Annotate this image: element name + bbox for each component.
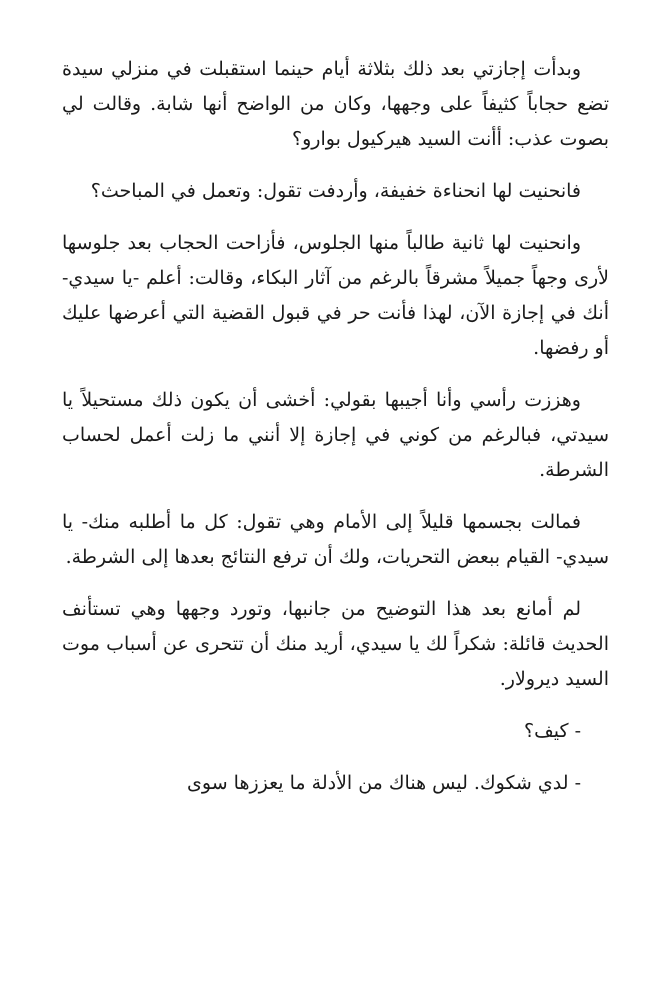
dialogue-line-2: - لدي شكوك. ليس هناك من الأدلة ما يعززها سوى	[187, 772, 581, 794]
paragraph-5: فمالت بجسمها قليلاً إلى الأمام وهي تقول: كل ما أطلبه منك- يا سيدي- القيام ببعض التحريات، ولك أن ترفع النتائج بعدها إلى الشرطة.	[62, 511, 609, 568]
dialogue-line-1: - كيف؟	[524, 720, 581, 742]
paragraph-3: وانحنيت لها ثانية طالباً منها الجلوس، فأزاحت الحجاب بعد جلوسها لأرى وجهاً جميلاً مشرقاً بالرغم من آثار البكاء، وقالت: أعلم -يا سيدي- أنك في إجازة الآن، لهذا فأنت حر في قبول القضية التي أعرضها عليك أو رفضها.	[62, 232, 609, 359]
book-page	[62, 52, 609, 801]
paragraph-2: فانحنيت لها انحناءة خفيفة، وأردفت تقول: وتعمل في المباحث؟	[90, 180, 581, 202]
paragraph-1: وبدأت إجازتي بعد ذلك بثلاثة أيام حينما استقبلت في منزلي سيدة تضع حجاباً كثيفاً على وجهها، وكان من الواضح أنها شابة. وقالت لي بصوت عذب: أأنت السيد هيركيول بوارو؟	[62, 58, 609, 150]
paragraph-6: لم أمانع بعد هذا التوضيح من جانبها، وتورد وجهها وهي تستأنف الحديث قائلة: شكراً لك يا سيدي، أريد منك أن تتحرى عن أسباب موت السيد ديرولار.	[62, 598, 609, 690]
paragraph-4: وهززت رأسي وأنا أجيبها بقولي: أخشى أن يكون ذلك مستحيلاً يا سيدتي، فبالرغم من كوني في إجازة إلا أنني ما زلت أعمل لحساب الشرطة.	[62, 389, 609, 481]
